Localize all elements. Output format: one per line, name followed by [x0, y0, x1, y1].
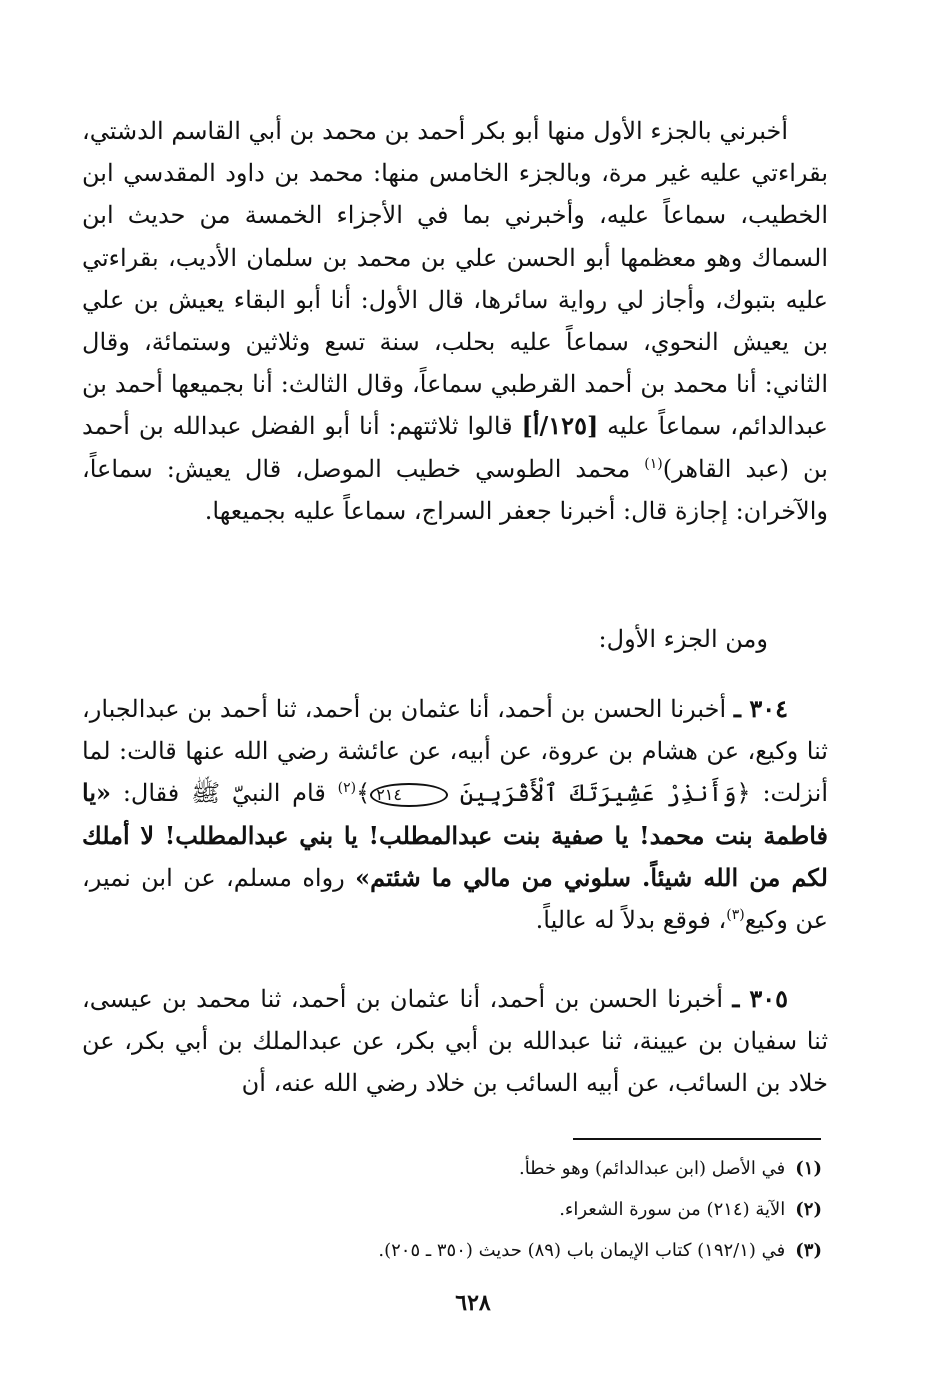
footnote-divider — [573, 1138, 821, 1140]
ayah-number-mark: ٢١٤ — [370, 783, 448, 807]
footnote-ref-1: (١) — [644, 455, 663, 472]
hadith-text-part-3: رواه مسلم، عن ابن نمير، عن وكيع — [82, 863, 828, 935]
hadith-number: ٣٠٤ ـ — [733, 694, 788, 723]
footnote-1 — [82, 1148, 822, 1189]
prophetic-quote: «يا فاطمة بنت محمد! يا صفية بنت عبدالمطلب! يا بني عبدالمطلب! لا أملك لكم من الله شيئاً. سلوني من مالي ما شئتم» — [82, 778, 828, 892]
footnote-number: (٢) — [795, 1199, 822, 1220]
intro-text-part-1: أخبرني بالجزء الأول منها أبو بكر أحمد بن محمد بن أبي القاسم الدشتي، بقراءتي عليه غير مرة، وبالجزء الخامس منها: محمد بن داود المقدسي ابن الخطيب، سماعاً عليه، وأخبرني بما في الأجزاء الخمسة من حديث ابن السماك وهو معظمها أبو الحسن علي بن محمد بن سلمان الأديب، بقراءتي عليه بتبوك، وأجاز لي رواية سائرها، قال الأول: أنا أبو البقاء يعيش بن علي بن يعيش النحوي، سماعاً عليه بحلب، سنة تسع وثلاثين وستمائة، وقال الثاني: أنا محمد بن أحمد القرطبي سماعاً، وقال الثالث: أنا بجميعها أحمد بن عبدالدائم، سماعاً عليه — [82, 117, 828, 441]
quran-verse-close: ﴾ — [356, 779, 371, 808]
hadith-304-text — [82, 688, 828, 941]
intro-text-part-2: قالوا ثلاثتهم: أنا أبو الفضل عبدالله بن أحمد بن (عبد القاهر) — [82, 412, 828, 483]
footnote-2 — [82, 1189, 822, 1230]
footnote-number: (٣) — [795, 1240, 822, 1261]
footnote-number: (١) — [795, 1158, 822, 1179]
hadith-text-part-1: أخبرنا الحسن بن أحمد، أنا عثمان بن أحمد، ثنا أحمد بن عبدالجبار، ثنا وكيع، عن هشام بن عروة، عن أبيه، عن عائشة رضي الله عنها قالت: لما أنزلت: — [82, 695, 828, 808]
quran-verse: ﴿وَأَنذِرْ عَشِيرَتَكَ ٱلْأَقْرَبِينَ — [459, 779, 751, 808]
hadith-304 — [82, 688, 828, 941]
footnote-text: في (١٩٢/١) كتاب الإيمان باب (٨٩) حديث (٣٥٠ ـ ٢٠٥). — [378, 1240, 786, 1261]
footnotes — [82, 1148, 822, 1271]
intro-text-part-3: محمد الطوسي خطيب الموصل، قال يعيش: سماعاً، والآخران: إجازة قال: أخبرنا جعفر السراج، سماعاً عليه بجميعها. — [82, 454, 828, 525]
hadith-305 — [82, 978, 828, 1105]
hadith-text: أخبرنا الحسن بن أحمد، أنا عثمان بن أحمد، ثنا محمد بن عيسى، ثنا سفيان بن عيينة، ثنا عبدالله بن أبي بكر، عن عبدالملك بن أبي بكر، عن خلاد بن السائب، عن أبيه السائب بن خلاد رضي الله عنه، أن — [82, 985, 828, 1098]
folio-marker: [١٢٥/أ] — [521, 411, 599, 441]
footnote-text: الآية (٢١٤) من سورة الشعراء. — [559, 1199, 786, 1220]
hadith-305-text — [82, 978, 828, 1105]
intro-text — [82, 110, 828, 532]
footnote-text: في الأصل (ابن عبدالدائم) وهو خطأ. — [518, 1158, 786, 1179]
hadith-number: ٣٠٥ ـ — [732, 984, 788, 1013]
footnote-3 — [82, 1230, 822, 1271]
section-heading: ومن الجزء الأول: — [598, 625, 768, 653]
intro-paragraph — [82, 110, 828, 532]
hadith-text-part-2: قام النبيّ ﷺ فقال: — [111, 779, 338, 808]
footnote-ref-2: (٢) — [337, 780, 357, 797]
footnote-ref-3: (٣) — [726, 907, 745, 924]
hadith-text-part-4: ، فوقع بدلاً له عالياً. — [535, 906, 727, 935]
page-number: ٦٢٨ — [455, 1290, 491, 1316]
